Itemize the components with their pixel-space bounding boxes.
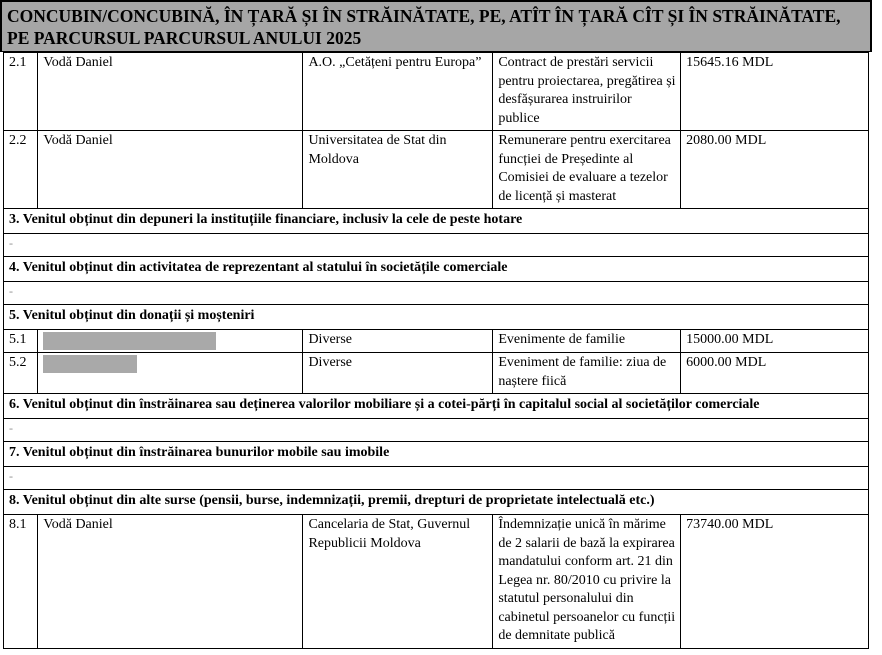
income-source: Universitatea de Stat din Moldova [303,131,493,209]
table-row [4,131,869,209]
income-amount: 6000.00 MDL [681,353,869,394]
section-row [4,209,869,234]
empty-placeholder: - [4,282,869,305]
income-source: Diverse [303,353,493,394]
row-number: 2.2 [4,131,38,209]
table-row [4,53,869,131]
section-row [4,305,869,330]
section-title: 7. Venitul obținut din înstrăinarea bunurilor mobile sau imobile [4,442,869,467]
income-source: Diverse [303,330,493,353]
service-type: Eveniment de familie: ziua de naștere fiică [493,353,681,394]
income-source: A.O. „Cetățeni pentru Europa” [303,53,493,131]
empty-row [4,234,869,257]
section-header [0,0,872,52]
service-type: Contract de prestări servicii pentru proiectarea, pregătirea și desfășurarea instruirilor publice [493,53,681,131]
income-amount: 73740.00 MDL [681,515,869,649]
service-type: Remunerare pentru exercitarea funcției de Președinte al Comisiei de evaluare a tezelor de licență și masterat [493,131,681,209]
beneficiary-name: Vodă Daniel [38,131,303,209]
income-table [3,52,869,649]
section-title: 3. Venitul obținut din depuneri la instituțiile financiare, inclusiv la cele de peste hotare [4,209,869,234]
row-number: 5.1 [4,330,38,353]
income-amount: 15000.00 MDL [681,330,869,353]
empty-row [4,419,869,442]
redacted-name [38,330,303,353]
table-row [4,353,869,394]
redacted-name [38,353,303,394]
row-number: 2.1 [4,53,38,131]
service-type: Evenimente de familie [493,330,681,353]
beneficiary-name: Vodă Daniel [38,515,303,649]
empty-placeholder: - [4,419,869,442]
section-row [4,442,869,467]
section-row [4,394,869,419]
row-number: 5.2 [4,353,38,394]
section-title: 8. Venitul obținut din alte surse (pensii, burse, indemnizații, premii, drepturi de proprietate intelectuală etc.) [4,490,869,515]
section-title: 6. Venitul obținut din înstrăinarea sau deținerea valorilor mobiliare și a cotei-părți în capitalul social al societăților comerciale [4,394,869,419]
income-amount: 2080.00 MDL [681,131,869,209]
table-row [4,515,869,649]
section-title: 4. Venitul obținut din activitatea de reprezentant al statului în societățile comerciale [4,257,869,282]
beneficiary-name: Vodă Daniel [38,53,303,131]
income-amount: 15645.16 MDL [681,53,869,131]
header-line-1: CONCUBIN/CONCUBINĂ, ÎN ȚARĂ ȘI ÎN STRĂINĂTATE, PE, ATÎT ÎN ȚARĂ CÎT ȘI ÎN STRĂINĂTATE, [7,6,841,26]
section-title: 5. Venitul obținut din donații și moșteniri [4,305,869,330]
table-row [4,330,869,353]
redaction-block [43,332,216,350]
service-type: Îndemnizație unică în mărime de 2 salarii de bază la expirarea mandatului conform art. 21 din Legea nr. 80/2010 cu privire la statutul personalului din cabinetul persoanelor cu funcții de demnitate publică [493,515,681,649]
empty-row [4,282,869,305]
section-row [4,257,869,282]
section-row [4,490,869,515]
empty-row [4,467,869,490]
redaction-block [43,355,137,373]
empty-placeholder: - [4,234,869,257]
income-source: Cancelaria de Stat, Guvernul Republicii Moldova [303,515,493,649]
empty-placeholder: - [4,467,869,490]
row-number: 8.1 [4,515,38,649]
header-line-2: PE PARCURSUL PARCURSUL ANULUI 2025 [7,28,362,48]
